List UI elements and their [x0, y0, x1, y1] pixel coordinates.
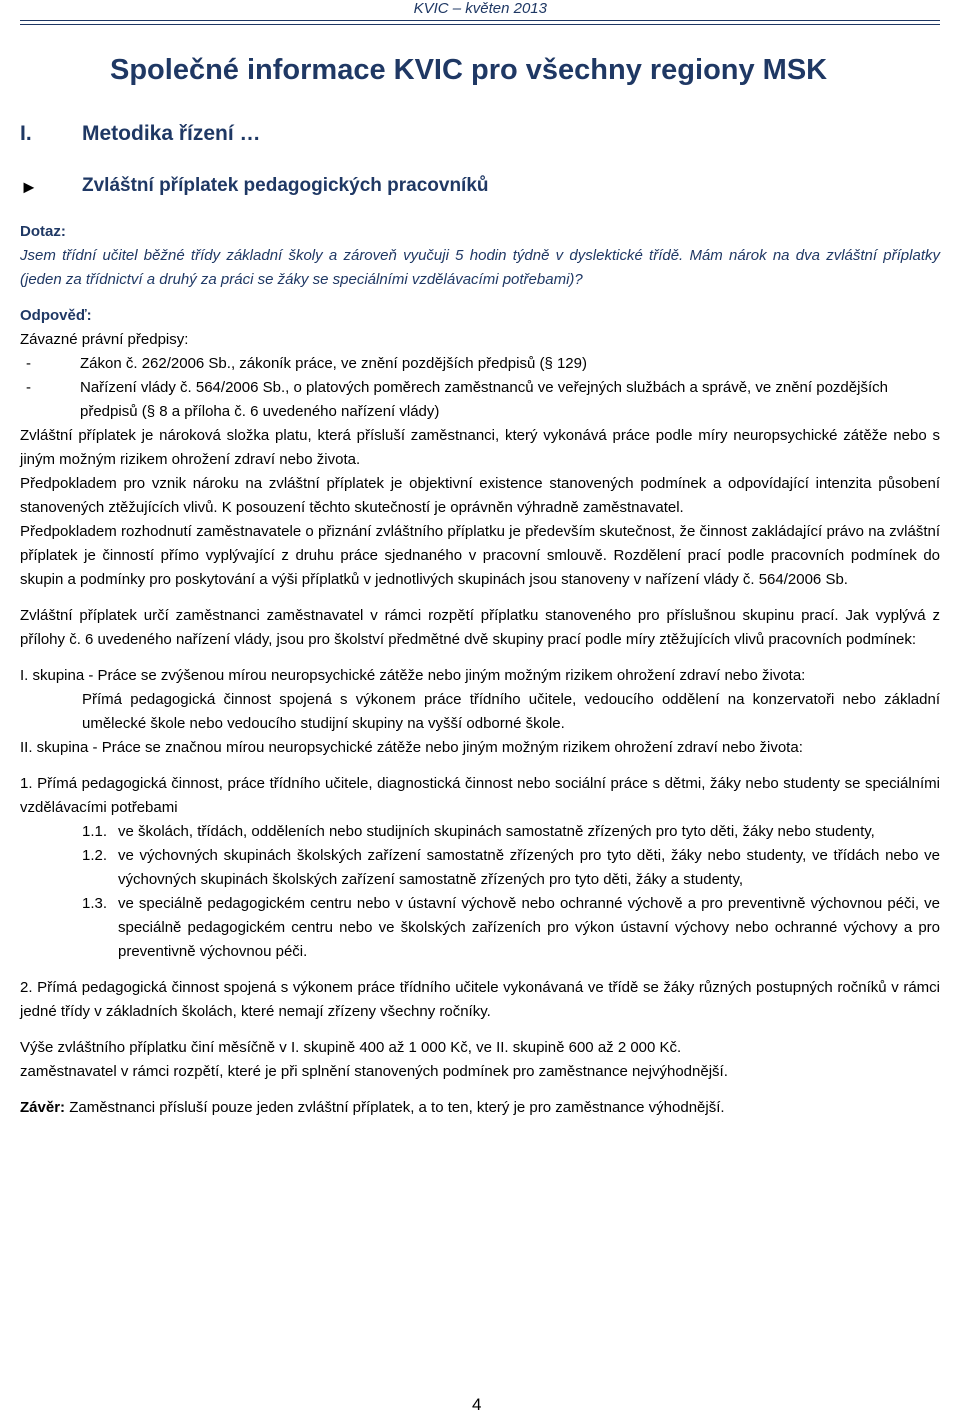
legal-text: Zákon č. 262/2006 Sb., zákoník práce, ve znění pozdějších předpisů (§ 129) [80, 355, 587, 372]
arrow-bullet-icon: ► [20, 177, 38, 197]
section-title: Metodika řízení … [82, 122, 261, 145]
question-text: Jsem třídní učitel běžné třídy základní školy a zároveň vyučuji 5 hodin týdně v dyslektické třídě. Mám nárok na dva zvláštní příplatky (jeden za třídnictví a druhý za práci se žáky se speciálními vzdělávacími potřebami)? [20, 247, 940, 288]
group1-text: Přímá pedagogická činnost spojená s výkonem práce třídního učitele, vedoucího oddělení na konzervatoři nebo základní umělecké škole nebo vedoucího studijní skupiny na vyšší odborné škole. [82, 691, 940, 732]
paragraph: Zvláštní příplatek určí zaměstnanci zaměstnavatel v rámci rozpětí příplatku stanoveného pro příslušnou skupinu prací. Jak vyplývá z přílohy č. 6 uvedeného nařízení vlády, jsou pro školství předmětné dvě skupiny prací podle míry ztěžujících vlivů pracovních podmínek: [20, 607, 940, 648]
subitem-number: 1.3. [82, 895, 108, 912]
subitem-text: ve školách, třídách, odděleních nebo studijních skupinách samostatně zřízených pro tyto děti, žáky nebo studenty, [118, 823, 875, 840]
group2-subitem [20, 892, 940, 964]
amount-text-cont: zaměstnavatel v rámci rozpětí, které je při splnění stanovených podmínek pro zaměstnance nejvýhodnější. [20, 1063, 728, 1080]
group2-subitem [20, 820, 940, 844]
legal-item [20, 376, 940, 424]
header-tag: KVIC – květen 2013 [413, 0, 547, 17]
subitem-number: 1.2. [82, 847, 108, 864]
header-rule [20, 20, 940, 21]
legal-text: Nařízení vlády č. 564/2006 Sb., o platových poměrech zaměstnanců ve veřejných službách a správě, ve znění pozdějších předpisů (§ 8 a příloha č. 6 uvedeného nařízení vlády) [80, 379, 888, 420]
group1-title: I. skupina - Práce se zvýšenou mírou neuropsychické zátěže nebo jiným možným rizikem ohrožení zdraví nebo života: [20, 667, 806, 684]
document-body [20, 220, 940, 1120]
page-number: 4 [472, 1395, 482, 1414]
group2-title: II. skupina - Práce se značnou mírou neuropsychické zátěže nebo jiným možným rizikem ohrožení zdraví nebo života: [20, 739, 803, 756]
paragraph: Předpokladem rozhodnutí zaměstnavatele o přiznání zvláštního příplatku je především skutečnost, že činnost zakládající právo na zvláštní příplatek je činností přímo vyplývající z druhu práce sjednaného v pracovní smlouvě. Rozdělení prací podle pracovních podmínek do skupin a podmínky pro poskytování a výši příplatků v jednotlivých skupinách jsou stanoveny v nařízení vlády č. 564/2006 Sb. [20, 523, 940, 588]
amount-text: Výše zvláštního příplatku činí měsíčně v I. skupině 400 až 1 000 Kč, ve II. skupině 600 až 2 000 Kč. [20, 1039, 682, 1056]
legal-intro: Závazné právní předpisy: [20, 331, 189, 348]
conclusion-text: Zaměstnanci přísluší pouze jeden zvláštní příplatek, a to ten, který je pro zaměstnance výhodnější. [65, 1099, 725, 1116]
conclusion [20, 1096, 940, 1120]
legal-dash: - [26, 355, 31, 372]
group2-item-1: 1. Přímá pedagogická činnost, práce třídního učitele, diagnostická činnost nebo sociální práce s dětmi, žáky nebo studenty se speciálními vzdělávacími potřebami [20, 775, 940, 816]
subitem-number: 1.1. [82, 823, 108, 840]
conclusion-label: Závěr: [20, 1099, 66, 1116]
group2-item-2: 2. Přímá pedagogická činnost spojená s výkonem práce třídního učitele vykonávaná ve třídě se žáky různých postupných ročníků v rámci jedné třídy v základních školách, které nemají zřízeny všechny ročníky. [20, 979, 940, 1020]
paragraph: Zvláštní příplatek je nároková složka platu, která přísluší zaměstnanci, který vykonává práce podle míry neuropsychické zátěže nebo s jiným možným rizikem ohrožení zdraví nebo života. [20, 427, 940, 468]
group2-subitem [20, 844, 940, 892]
answer-label: Odpověď: [20, 307, 92, 324]
header-rule-secondary [20, 24, 940, 25]
subsection-title: Zvláštní příplatek pedagogických pracovníků [82, 175, 489, 196]
legal-dash: - [26, 379, 31, 396]
question-label: Dotaz: [20, 223, 66, 240]
document-title: Společné informace KVIC pro všechny regiony MSK [110, 54, 828, 86]
subitem-text: ve speciálně pedagogickém centru nebo v ústavní výchově nebo ochranné výchově a pro preventivně výchovnou péči, ve speciálně pedagogickém centru nebo ve školských zařízeních pro výkon ústavní výchovy nebo ochranné výchovy a pro preventivně výchovnou péči. [118, 895, 940, 960]
paragraph: Předpokladem pro vznik nároku na zvláštní příplatek je objektivní existence stanovených podmínek a odpovídající intenzita působení stanovených ztěžujících vlivů. K posouzení těchto skutečností je oprávněn výhradně zaměstnavatel. [20, 475, 940, 516]
legal-item [20, 352, 940, 376]
section-number: I. [20, 122, 32, 145]
subitem-text: ve výchovných skupinách školských zařízení samostatně zřízených pro tyto děti, žáky nebo studenty, ve třídách nebo ve výchovných skupinách školských zařízení samostatně zřízených pro tyto děti, žáky a studenty, [118, 847, 940, 888]
